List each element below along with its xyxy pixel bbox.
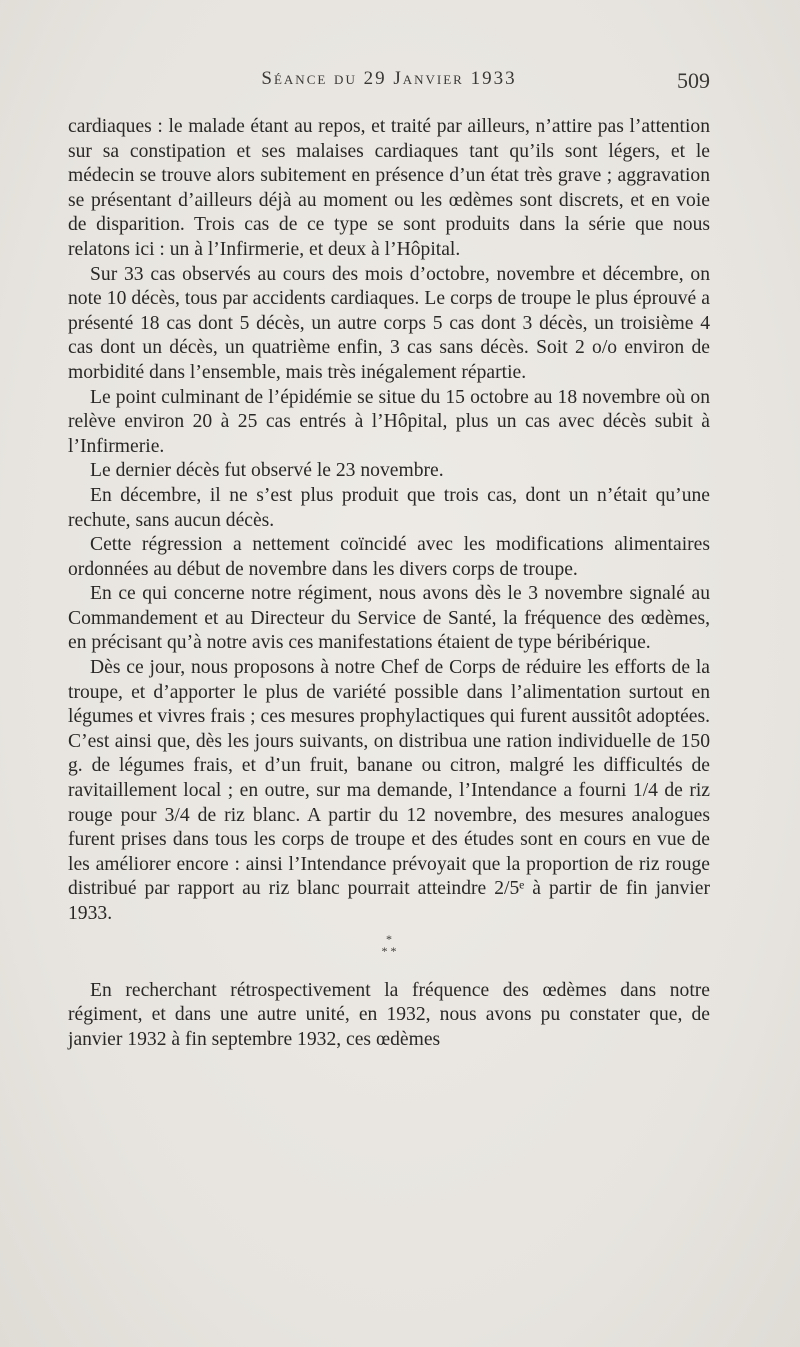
section-separator: [68, 933, 710, 957]
page-header: [68, 68, 710, 100]
paragraph: cardiaques : le malade étant au repos, et traité par ailleurs, n’attire pas l’attention sur sa constipation et ses malaises cardiaques tant qu’ils sont légers, et le médecin se trouve alors subitement en présence d’un état très grave ; aggravation se présentant d’ailleurs déjà au moment ou les œdèmes sont discrets, et en voie de disparition. Trois cas de ce type se sont produits dans la série que nous relatons ici : un à l’Infirmerie, et deux à l’Hôpital.: [68, 116, 710, 260]
paragraph: Dès ce jour, nous proposons à notre Chef de Corps de réduire les efforts de la troupe, et d’apporter le plus de variété possible dans l’alimentation surtout en légumes et vivres frais ; ces mesures prophylactiques qui furent aussitôt adoptées. C’est ainsi que, dès les jours suivants, on distribua une ration individuelle de 150 g. de légumes frais, et d’un fruit, banane ou citron, malgré les difficultés de ravitaillement local ; en outre, sur ma demande, l’Intendance a fourni 1/4 de riz rouge pour 3/4 de riz blanc. A partir du 12 novembre, des mesures analogues furent prises dans tous les corps de troupe et des études sont en cours en vue de les améliorer encore : ainsi l’Intendance prévoyait que la proportion de riz rouge distribué par rapport au riz blanc pourrait atteindre 2/5ᵉ à partir de fin janvier 1933.: [68, 657, 710, 924]
paragraph: En ce qui concerne notre régiment, nous avons dès le 3 novembre signalé au Commandement et au Directeur du Service de Santé, la fréquence des œdèmes, en précisant qu’à notre avis ces manifestations étaient de type béribérique.: [68, 583, 710, 654]
paragraph: En décembre, il ne s’est plus produit que trois cas, dont un n’était qu’une rechute, sans aucun décès.: [68, 484, 710, 531]
asterism-top: *: [386, 931, 392, 946]
page-number: 509: [677, 68, 710, 93]
paragraph: Le point culminant de l’épidémie se situe du 15 octobre au 18 novembre où on relève environ 20 à 25 cas entrés à l’Hôpital, plus un cas avec décès subit à l’Infirmerie.: [68, 386, 710, 457]
paragraph: Le dernier décès fut observé le 23 novembre.: [90, 460, 444, 482]
running-title: Séance du 29 Janvier 1933: [261, 68, 517, 89]
paragraph: Sur 33 cas observés au cours des mois d’octobre, novembre et décembre, on note 10 décès, tous par accidents cardiaques. Le corps de troupe le plus éprouvé a présenté 18 cas dont 5 décès, un autre corps 5 cas dont 3 décès, un troisième 4 cas dont un décès, un quatrième enfin, 3 cas sans décès. Soit 2 o/o environ de morbidité dans l’ensemble, mais très inégalement répartie.: [68, 263, 710, 383]
paragraph: Cette régression a nettement coïncidé avec les modifications alimentaires ordonnées au début de novembre dans les divers corps de troupe.: [68, 534, 710, 580]
closing-paragraph: En recherchant rétrospectivement la fréquence des œdèmes dans notre régiment, et dans une autre unité, en 1932, nous avons pu constater que, de janvier 1932 à fin septembre 1932, ces œdèmes: [68, 979, 710, 1050]
body-text: [68, 115, 710, 1052]
asterism-bottom: * *: [381, 943, 397, 958]
